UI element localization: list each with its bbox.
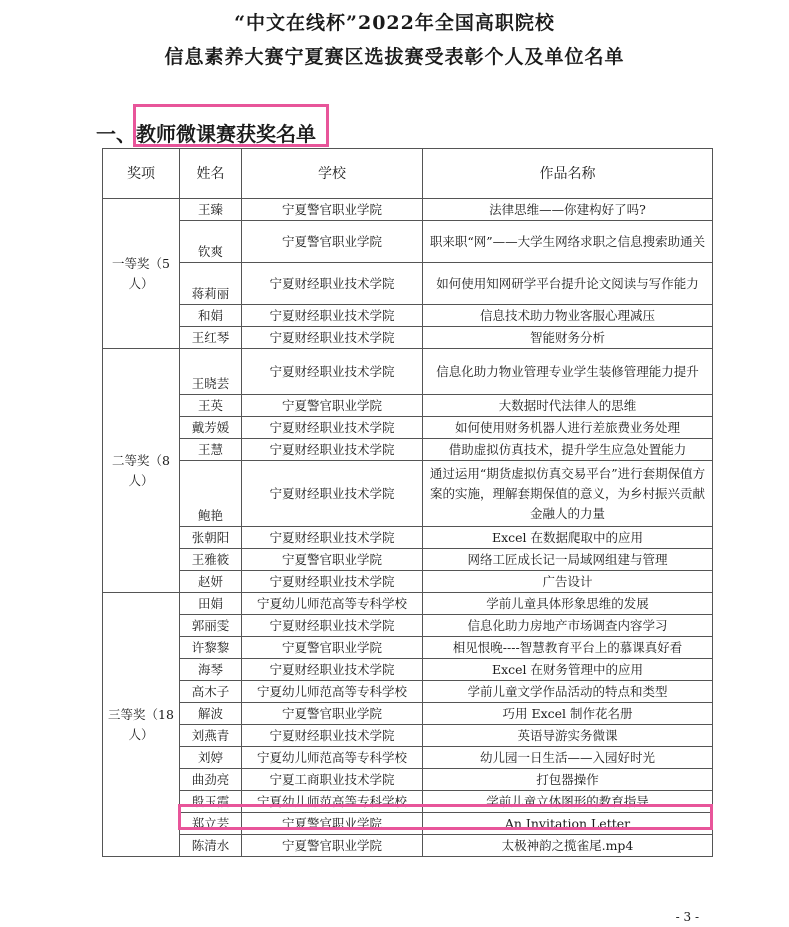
table-header-row (103, 149, 713, 199)
school-cell: 宁夏财经职业技术学院 (242, 461, 423, 527)
document-title-line-1: “中文在线杯”2022年全国高职院校 (234, 12, 555, 34)
name-cell: 张朝阳 (180, 527, 242, 549)
name-cell: 海琴 (180, 659, 242, 681)
table-row (103, 349, 713, 395)
name-cell: 王英 (180, 395, 242, 417)
section-title: 一、教师微课赛获奖名单 (96, 122, 316, 146)
school-cell: 宁夏财经职业技术学院 (242, 305, 423, 327)
name-cell: 高木子 (180, 681, 242, 703)
school-cell: 宁夏财经职业技术学院 (242, 659, 423, 681)
prize-level-cell: 二等奖（8人） (103, 349, 180, 593)
name-cell: 和娟 (180, 305, 242, 327)
school-cell: 宁夏财经职业技术学院 (242, 349, 423, 395)
name-cell: 曲劲亮 (180, 769, 242, 791)
table-row (103, 593, 713, 615)
school-cell: 宁夏财经职业技术学院 (242, 571, 423, 593)
school-cell: 宁夏警官职业学院 (242, 637, 423, 659)
row-highlight (178, 804, 713, 830)
work-cell: An Invitation Letter (423, 813, 713, 835)
work-cell: 广告设计 (423, 571, 713, 593)
table-row (103, 681, 713, 703)
table-row (103, 199, 713, 221)
work-cell: 信息化助力房地产市场调查内容学习 (423, 615, 713, 637)
table-row (103, 769, 713, 791)
work-cell: 学前儿童文学作品活动的特点和类型 (423, 681, 713, 703)
name-cell: 刘婷 (180, 747, 242, 769)
work-cell: 学前儿童立体图形的教育指导 (423, 791, 713, 813)
name-cell: 郑立芸 (180, 813, 242, 835)
table-row (103, 571, 713, 593)
work-cell: 通过运用“期货虚拟仿真交易平台”进行套期保值方案的实施，理解套期保值的意义，为乡村振兴贡献金融人的力量 (423, 461, 713, 527)
work-cell: 大数据时代法律人的思维 (423, 395, 713, 417)
work-cell: 借助虚拟仿真技术，提升学生应急处置能力 (423, 439, 713, 461)
table-row (103, 221, 713, 263)
header-prize: 奖项 (103, 149, 180, 199)
name-cell: 解波 (180, 703, 242, 725)
work-cell: 职来职“网”——大学生网络求职之信息搜索助通关 (423, 221, 713, 263)
work-cell: 打包器操作 (423, 769, 713, 791)
table-row (103, 439, 713, 461)
work-cell: 英语导游实务微课 (423, 725, 713, 747)
table-row (103, 637, 713, 659)
work-cell: 如何使用知网研学平台提升论文阅读与写作能力 (423, 263, 713, 305)
name-cell: 王雅筱 (180, 549, 242, 571)
name-cell: 田娟 (180, 593, 242, 615)
name-cell: 殷玉霞 (180, 791, 242, 813)
school-cell: 宁夏警官职业学院 (242, 813, 423, 835)
table-row (103, 659, 713, 681)
school-cell: 宁夏工商职业技术学院 (242, 769, 423, 791)
work-cell: 法律思维——你建构好了吗? (423, 199, 713, 221)
work-cell: 智能财务分析 (423, 327, 713, 349)
school-cell: 宁夏警官职业学院 (242, 549, 423, 571)
school-cell: 宁夏警官职业学院 (242, 221, 423, 263)
school-cell: 宁夏幼儿师范高等专科学校 (242, 791, 423, 813)
section-title-highlight (133, 104, 329, 147)
school-cell: 宁夏幼儿师范高等专科学校 (242, 747, 423, 769)
document-title-line-2: 信息素养大赛宁夏赛区选拔赛受表彰个人及单位名单 (164, 46, 625, 68)
table-row (103, 263, 713, 305)
work-cell: 网络工匠成长记一局域网组建与管理 (423, 549, 713, 571)
table-row (103, 725, 713, 747)
school-cell: 宁夏财经职业技术学院 (242, 439, 423, 461)
table-row (103, 417, 713, 439)
school-cell: 宁夏幼儿师范高等专科学校 (242, 681, 423, 703)
name-cell: 鲍艳 (180, 461, 242, 527)
name-cell: 陈清水 (180, 835, 242, 857)
school-cell: 宁夏幼儿师范高等专科学校 (242, 593, 423, 615)
school-cell: 宁夏警官职业学院 (242, 395, 423, 417)
name-cell: 刘燕青 (180, 725, 242, 747)
table-row (103, 703, 713, 725)
table-row (103, 327, 713, 349)
work-cell: 信息技术助力物业客服心理减压 (423, 305, 713, 327)
work-cell: 巧用 Excel 制作花名册 (423, 703, 713, 725)
prize-level-cell: 三等奖（18人） (103, 593, 180, 857)
table-row (103, 615, 713, 637)
name-cell: 郭丽雯 (180, 615, 242, 637)
work-cell: 如何使用财务机器人进行差旅费业务处理 (423, 417, 713, 439)
work-cell: 幼儿园一日生活——入园好时光 (423, 747, 713, 769)
table-row (103, 395, 713, 417)
name-cell: 王慧 (180, 439, 242, 461)
work-cell: 学前儿童具体形象思维的发展 (423, 593, 713, 615)
school-cell: 宁夏警官职业学院 (242, 835, 423, 857)
table-row (103, 747, 713, 769)
name-cell: 王红琴 (180, 327, 242, 349)
school-cell: 宁夏财经职业技术学院 (242, 527, 423, 549)
table-row (103, 835, 713, 857)
school-cell: 宁夏财经职业技术学院 (242, 417, 423, 439)
header-school: 学校 (242, 149, 423, 199)
school-cell: 宁夏财经职业技术学院 (242, 327, 423, 349)
awards-table (102, 148, 713, 857)
name-cell: 蒋莉丽 (180, 263, 242, 305)
name-cell: 许黎黎 (180, 637, 242, 659)
name-cell: 王臻 (180, 199, 242, 221)
table-row (103, 549, 713, 571)
name-cell: 戴芳媛 (180, 417, 242, 439)
work-cell: Excel 在数据爬取中的应用 (423, 527, 713, 549)
table-row (103, 527, 713, 549)
prize-level-cell: 一等奖（5人） (103, 199, 180, 349)
name-cell: 钦爽 (180, 221, 242, 263)
name-cell: 赵妍 (180, 571, 242, 593)
work-cell: Excel 在财务管理中的应用 (423, 659, 713, 681)
school-cell: 宁夏财经职业技术学院 (242, 615, 423, 637)
table-row (103, 305, 713, 327)
page-number: - 3 - (675, 910, 699, 924)
work-cell: 相见恨晚----智慧教育平台上的慕课真好看 (423, 637, 713, 659)
school-cell: 宁夏警官职业学院 (242, 199, 423, 221)
work-cell: 太极神韵之揽雀尾.mp4 (423, 835, 713, 857)
name-cell: 王晓芸 (180, 349, 242, 395)
school-cell: 宁夏财经职业技术学院 (242, 725, 423, 747)
table-row (103, 461, 713, 527)
header-work: 作品名称 (423, 149, 713, 199)
header-name: 姓名 (180, 149, 242, 199)
work-cell: 信息化助力物业管理专业学生装修管理能力提升 (423, 349, 713, 395)
school-cell: 宁夏警官职业学院 (242, 703, 423, 725)
school-cell: 宁夏财经职业技术学院 (242, 263, 423, 305)
